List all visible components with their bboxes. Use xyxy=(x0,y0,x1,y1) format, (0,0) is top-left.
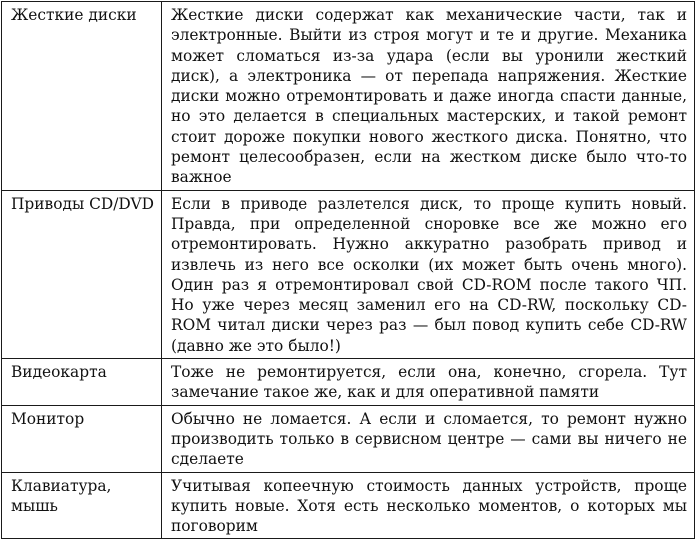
device-cell: Жесткие диски xyxy=(2,2,162,191)
description-cell: Учитывая копеечную стоимость данных устройств, проще купить новые. Хотя есть несколько моментов, о которых мы поговорим xyxy=(162,472,695,539)
device-cell: Монитор xyxy=(2,405,162,472)
table-row xyxy=(2,405,695,472)
description-cell: Обычно не ломается. А если и сломается, то ремонт нужно производить только в сервисном центре — сами вы ничего не сделаете xyxy=(162,405,695,472)
description-cell: Если в приводе разлетелся диск, то проще купить новый. Правда, при определенной сноровке все же можно его отремонтировать. Нужно аккуратно разобрать привод и извлечь из него все осколки (их может быть очень много). Один раз я отремонтировал свой CD-ROM после такого ЧП. Но уже через месяц заменил его на CD-RW, поскольку CD-ROM читал диски через раз — был повод купить себе CD-RW (давно же это было!) xyxy=(162,190,695,358)
description-cell: Тоже не ремонтируется, если она, конечно, сгорела. Тут замечание такое же, как и для оперативной памяти xyxy=(162,359,695,406)
device-cell: Клавиатура, мышь xyxy=(2,472,162,539)
table-row xyxy=(2,472,695,539)
description-cell: Жесткие диски содержат как механические части, так и электронные. Выйти из строя могут и те и другие. Механика может сломаться из-за удара (если вы уронили жесткий диск), а электроника — от перепада напряжения. Жесткие диски можно отремонтировать и даже иногда спасти данные, но это делается в специальных мастерских, и такой ремонт стоит дороже покупки нового жесткого диска. Понятно, что ремонт целесообразен, если на жестком диске было что-то важное xyxy=(162,2,695,191)
device-cell: Приводы CD/DVD xyxy=(2,190,162,358)
device-cell: Видеокарта xyxy=(2,359,162,406)
table-row xyxy=(2,2,695,191)
table-row xyxy=(2,190,695,358)
table-row xyxy=(2,359,695,406)
device-repair-table xyxy=(1,1,695,539)
